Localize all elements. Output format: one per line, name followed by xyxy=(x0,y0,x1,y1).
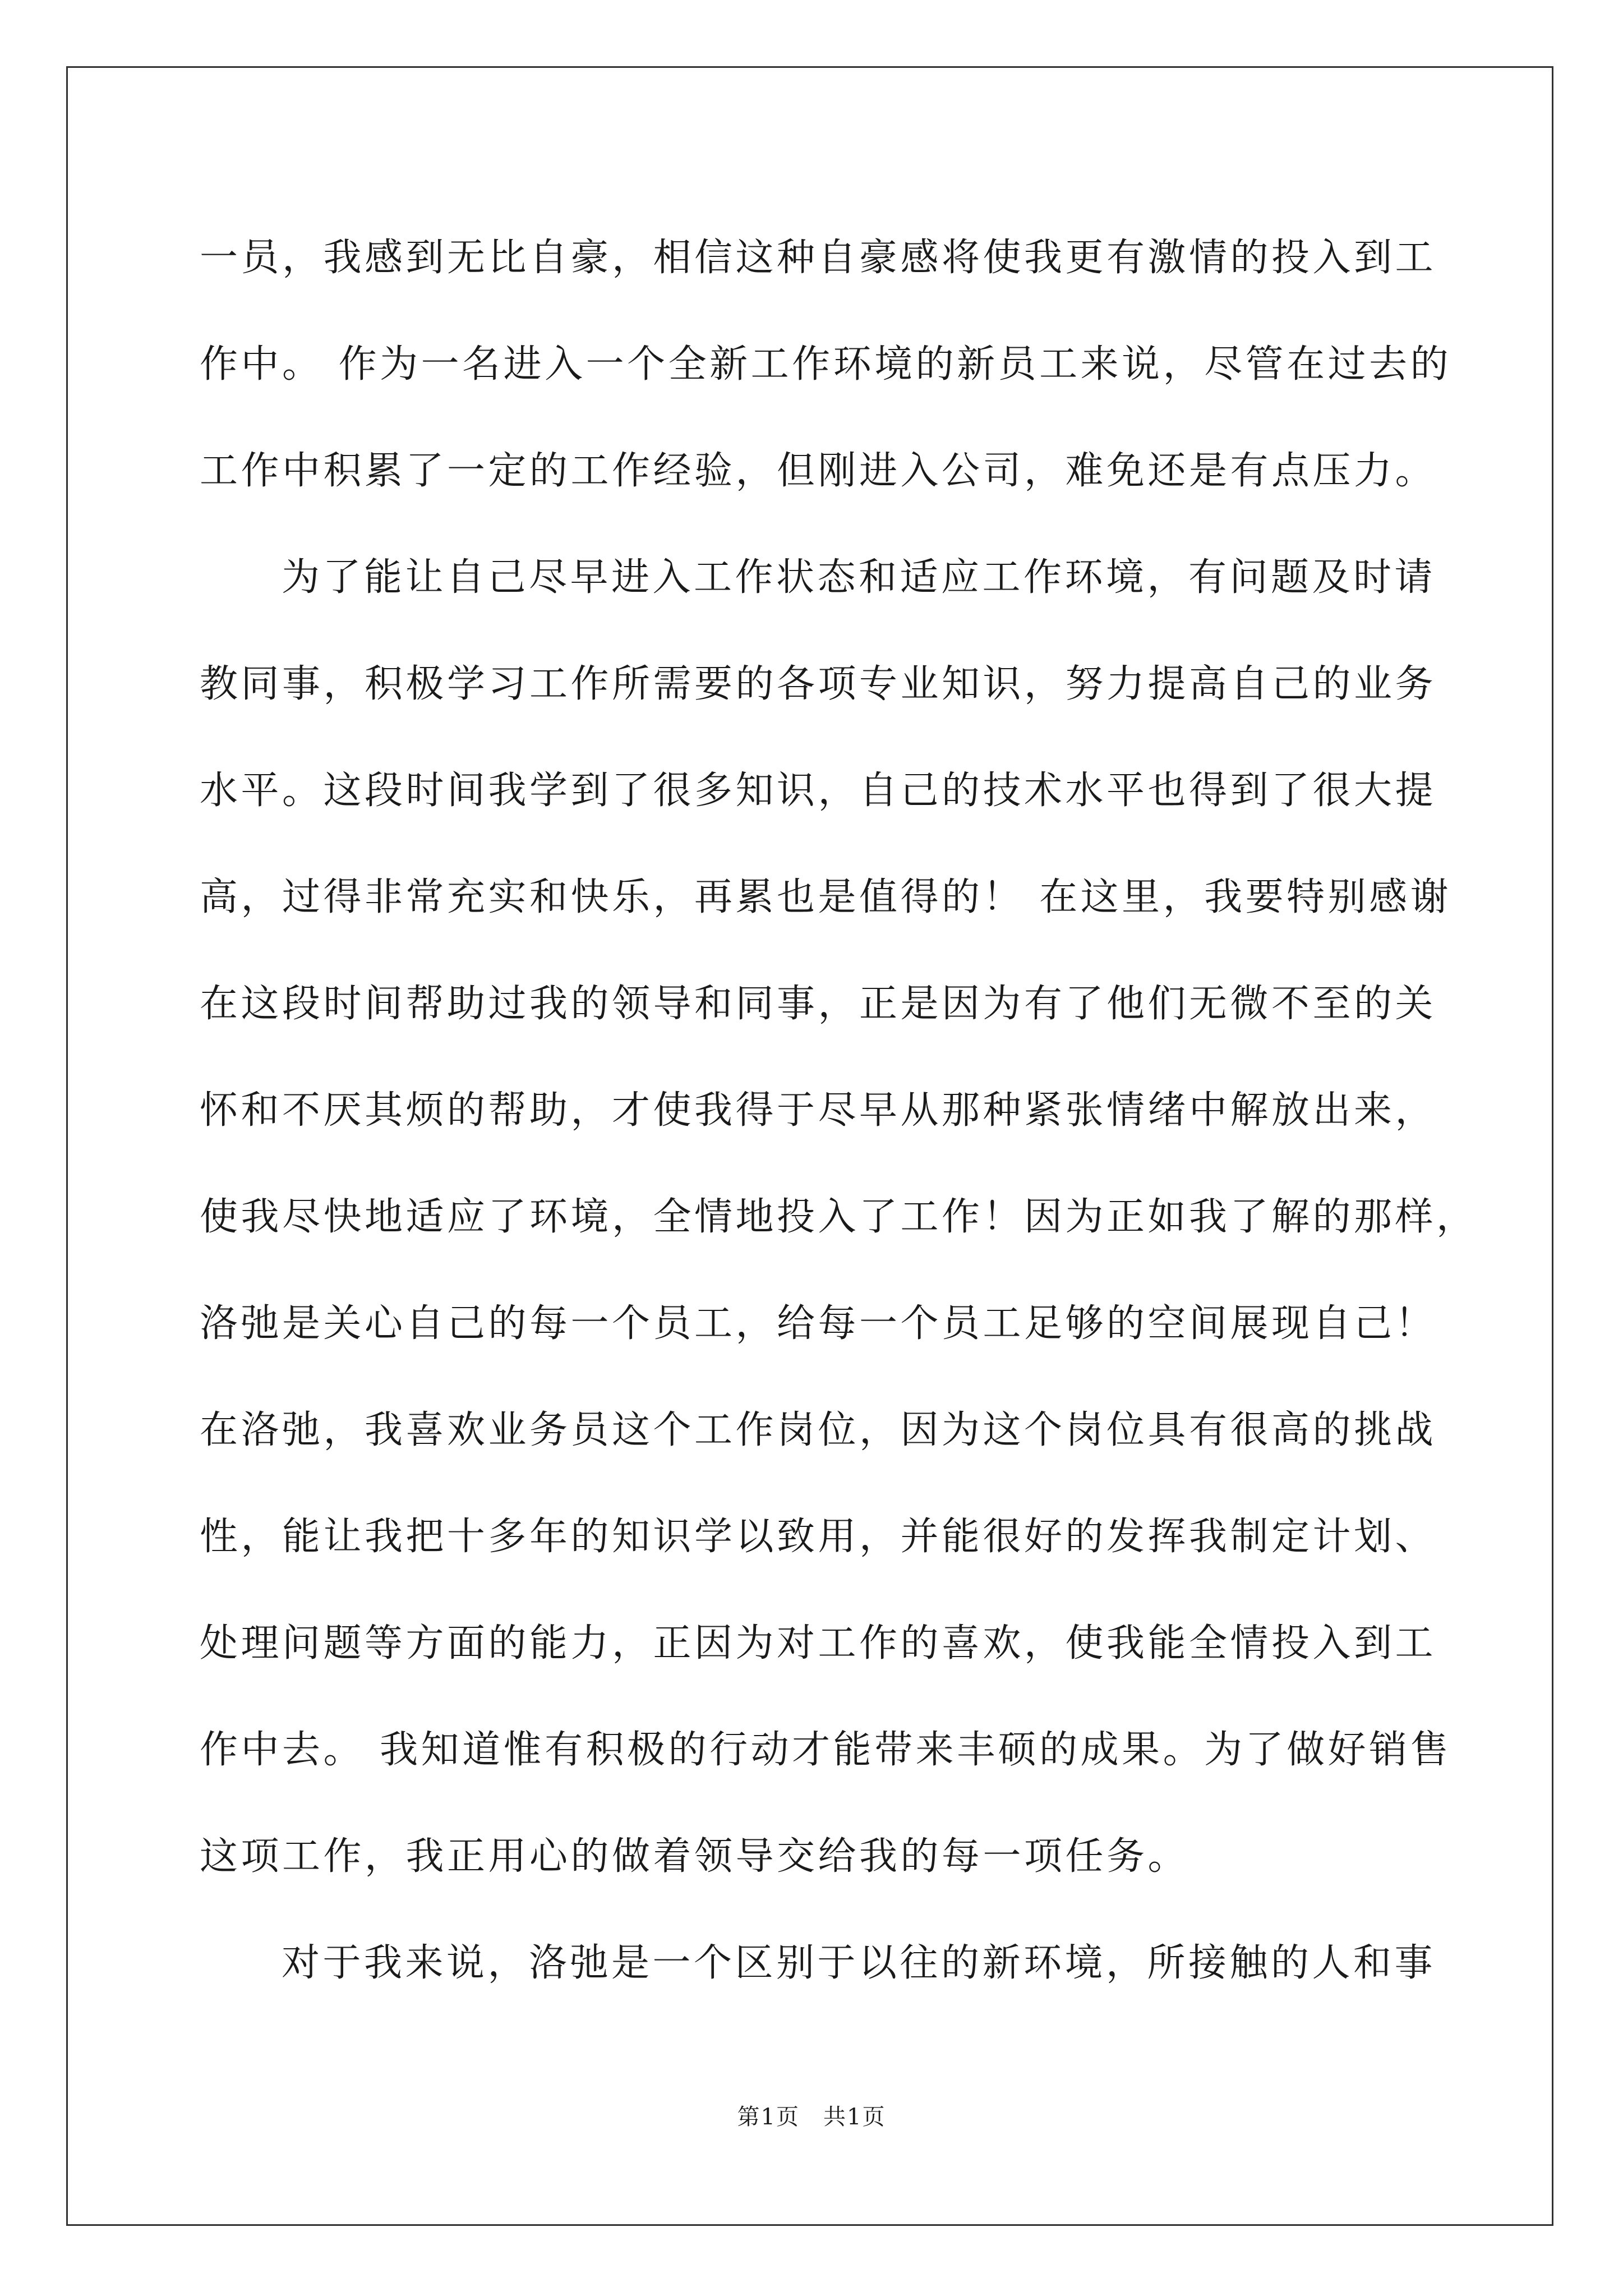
text-line: 一员，我感到无比自豪，相信这种自豪感将使我更有激情的投入到工 xyxy=(200,236,1437,280)
text-line: 这项工作，我正用心的做着领导交给我的每一项任务。 xyxy=(200,1834,1189,1879)
text-line: 怀和不厌其烦的帮助，才使我得于尽早从那种紧张情绪中解放出来， xyxy=(200,1088,1437,1133)
text-line: 作中去。 我知道惟有积极的行动才能带来丰硕的成果。为了做好销售 xyxy=(200,1728,1452,1772)
text-line: 高，过得非常充实和快乐，再累也是值得的！ 在这里，我要特别感谢 xyxy=(200,875,1452,919)
document-body xyxy=(200,213,1478,2025)
text-line: 使我尽快地适应了环境，全情地投入了工作！因为正如我了解的那样， xyxy=(200,1195,1478,1239)
text-line: 洛弛是关心自己的每一个员工，给每一个员工足够的空间展现自己！ xyxy=(200,1301,1437,1346)
text-line: 在洛弛，我喜欢业务员这个工作岗位，因为这个岗位具有很高的挑战 xyxy=(200,1408,1437,1452)
paragraph-start-line: 为了能让自己尽早进入工作状态和适应工作环境，有问题及时请 xyxy=(282,555,1436,600)
text-line: 水平。这段时间我学到了很多知识，自己的技术水平也得到了很大提 xyxy=(200,769,1437,813)
paragraph-start-line: 对于我来说，洛弛是一个区别于以往的新环境，所接触的人和事 xyxy=(282,1941,1436,1985)
page-number: 第1页 共1页 xyxy=(737,2104,886,2130)
text-line: 处理问题等方面的能力，正因为对工作的喜欢，使我能全情投入到工 xyxy=(200,1621,1437,1665)
text-line: 性，能让我把十多年的知识学以致用，并能很好的发挥我制定计划、 xyxy=(200,1515,1437,1559)
text-line: 教同事，积极学习工作所需要的各项专业知识，努力提高自己的业务 xyxy=(200,662,1437,706)
text-line: 在这段时间帮助过我的领导和同事，正是因为有了他们无微不至的关 xyxy=(200,982,1437,1026)
text-line: 工作中积累了一定的工作经验，但刚进入公司，难免还是有点压力。 xyxy=(200,449,1437,493)
text-line: 作中。 作为一名进入一个全新工作环境的新员工来说，尽管在过去的 xyxy=(200,342,1452,386)
